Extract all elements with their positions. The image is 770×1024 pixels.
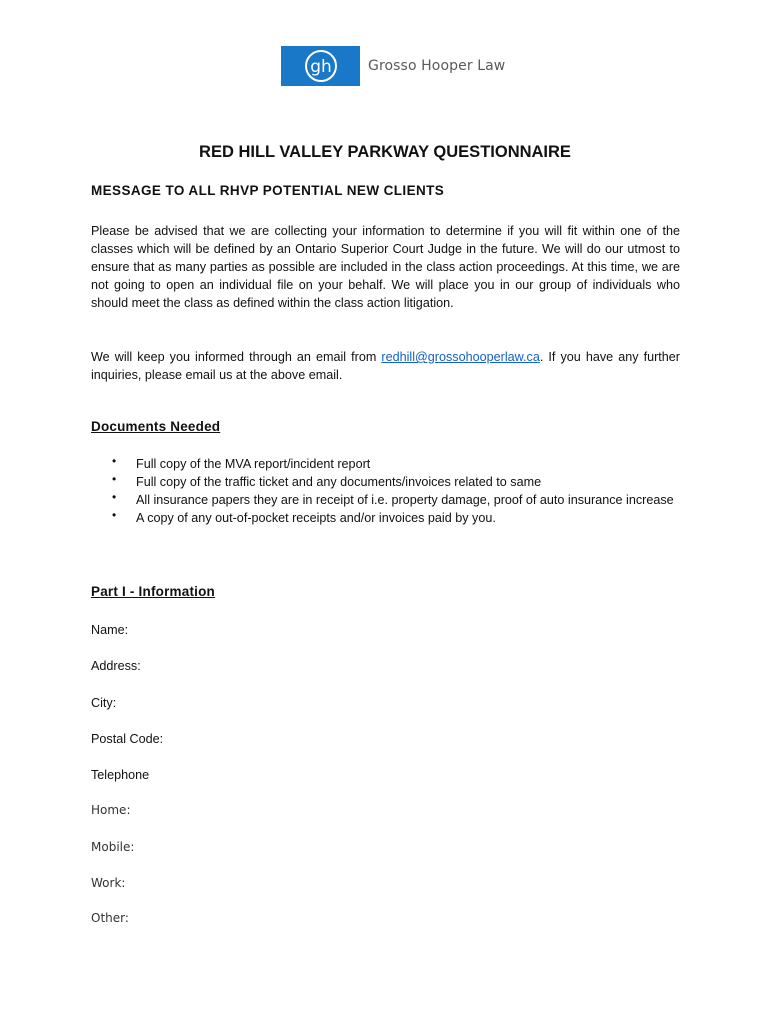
contact-paragraph <box>91 348 680 384</box>
home-phone-label: Home: <box>91 803 131 817</box>
list-item-text: Full copy of the MVA report/incident report <box>136 457 371 471</box>
list-item <box>112 509 680 527</box>
svg-text:gh: gh <box>309 57 332 77</box>
documents-heading: Documents Needed <box>91 419 221 434</box>
list-item <box>112 455 680 473</box>
list-item-text: A copy of any out-of-pocket receipts and/or invoices paid by you. <box>136 511 496 525</box>
city-field-label: City: <box>91 696 117 710</box>
documents-list <box>112 455 680 527</box>
message-subheading: MESSAGE TO ALL RHVP POTENTIAL NEW CLIENTS <box>91 183 445 198</box>
name-field-label: Name: <box>91 623 129 637</box>
other-phone-label: Other: <box>91 911 129 925</box>
logo-mark <box>281 46 360 86</box>
gh-monogram-icon <box>301 49 341 83</box>
list-item <box>112 491 680 509</box>
list-item-text: Full copy of the traffic ticket and any documents/invoices related to same <box>136 475 542 489</box>
document-title: RED HILL VALLEY PARKWAY QUESTIONNAIRE <box>199 143 571 161</box>
bullet-icon: • <box>112 508 117 522</box>
address-field-label: Address: <box>91 659 141 673</box>
firm-logo <box>281 46 505 86</box>
mobile-phone-label: Mobile: <box>91 840 135 854</box>
telephone-label: Telephone <box>91 768 150 782</box>
email-link[interactable]: redhill@grossohooperlaw.ca <box>381 350 540 364</box>
contact-text-before: We will keep you informed through an email from <box>91 350 382 364</box>
intro-paragraph: Please be advised that we are collecting your information to determine if you will fit within one of the classes which will be defined by an Ontario Superior Court Judge in the future. We will do our utmost to ensure that as many parties as possible are included in the class action proceedings. At this time, we are not going to open an individual file on your behalf. We will place you in our group of individuals who should meet the class as defined within the class action litigation. <box>91 224 680 310</box>
part1-heading: Part I - Information <box>91 584 216 599</box>
list-item-text: All insurance papers they are in receipt of i.e. property damage, proof of auto insurance increase <box>136 493 674 507</box>
bullet-icon: • <box>112 490 117 504</box>
firm-name: Grosso Hooper Law <box>368 58 506 74</box>
bullet-icon: • <box>112 472 117 486</box>
bullet-icon: • <box>112 454 117 468</box>
postal-code-field-label: Postal Code: <box>91 732 164 746</box>
list-item <box>112 473 680 491</box>
work-phone-label: Work: <box>91 876 126 890</box>
contact-text-after: . If you have any further inquiries, please email us at the above email. <box>91 350 680 382</box>
